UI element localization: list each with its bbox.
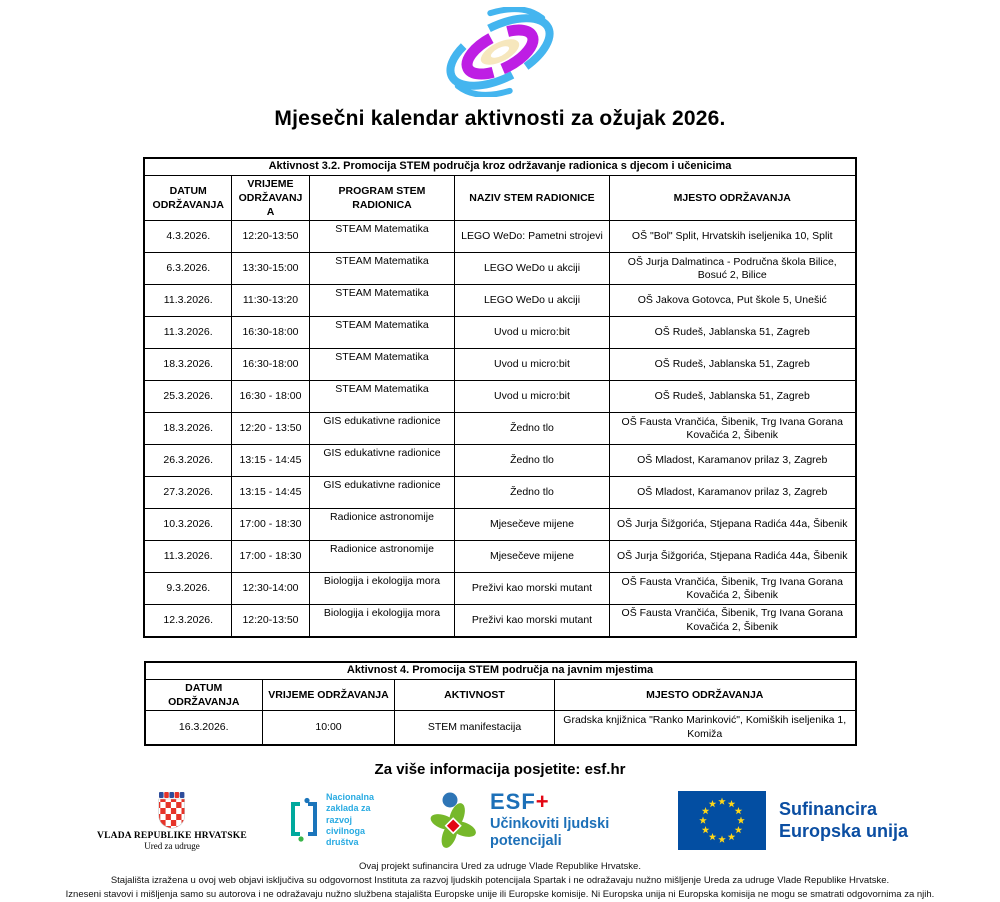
table-cell: GIS edukativne radionice [309, 445, 454, 477]
table-cell: Uvod u micro:bit [454, 381, 609, 413]
table-cell: OŠ "Bol" Split, Hrvatskih iseljenika 10, Split [609, 221, 855, 253]
table-cell: 25.3.2026. [144, 381, 231, 413]
table-caption-row [144, 158, 855, 175]
table-cell: 11.3.2026. [144, 541, 231, 573]
table-cell: Gradska knjižnica "Ranko Marinković", Komiških iseljenika 1, Komiža [555, 710, 856, 745]
table-cell: 12:30-14:00 [231, 573, 309, 605]
page-title: Mjesečni kalendar aktivnosti za ožujak 2026. [274, 107, 726, 130]
column-header: DATUM ODRŽAVANJA [144, 175, 231, 221]
table-cell: Žedno tlo [454, 413, 609, 445]
esf-plus-logo [426, 791, 642, 849]
disclaimer-line: Stajališta izražena u ovoj web objavi isključiva su odgovornost Instituta za razvoj ljudskih potencijala Spartak i ne odražavaju nužno mišljenje Ureda za udruge Vlade Republike Hrvatske. [110, 875, 890, 887]
table-row [144, 605, 855, 637]
disclaimer-line: Ovaj projekt sufinancira Ured za udruge Vlade Republike Hrvatske. [359, 861, 641, 873]
table-cell: Žedno tlo [454, 445, 609, 477]
table-row [144, 477, 855, 509]
table-row [145, 710, 856, 745]
table-cell: 6.3.2026. [144, 253, 231, 285]
table-row [144, 317, 855, 349]
table-cell: 13:30-15:00 [231, 253, 309, 285]
partner-logos-row [0, 787, 1000, 853]
table-cell: 27.3.2026. [144, 477, 231, 509]
table-cell: 16.3.2026. [145, 710, 263, 745]
eu-flag-icon [678, 791, 766, 850]
table-cell: LEGO WeDo u akciji [454, 253, 609, 285]
column-header: VRIJEME ODRŽAVANJA [263, 679, 395, 710]
table-cell: OŠ Jakova Gotovca, Put škole 5, Unešić [609, 285, 855, 317]
table-cell: STEAM Matematika [309, 221, 454, 253]
table-cell: 9.3.2026. [144, 573, 231, 605]
nacionalna-zaklada-logo [288, 792, 390, 848]
table-cell: OŠ Jurja Dalmatinca - Područna škola Bilice, Bosuć 2, Bilice [609, 253, 855, 285]
table-row [144, 541, 855, 573]
table-cell: OŠ Fausta Vrančića, Šibenik, Trg Ivana Gorana Kovačića 2, Šibenik [609, 573, 855, 605]
table-cell: 11.3.2026. [144, 285, 231, 317]
table-cell: 16:30 - 18:00 [231, 381, 309, 413]
table-cell: OŠ Mladost, Karamanov prilaz 3, Zagreb [609, 477, 855, 509]
table-cell: Preživi kao morski mutant [454, 605, 609, 637]
disclaimer-block [0, 860, 1000, 901]
table-cell: OŠ Fausta Vrančića, Šibenik, Trg Ivana Gorana Kovačića 2, Šibenik [609, 605, 855, 637]
eu-line1: Sufinancira [778, 798, 877, 819]
header-logo-wrap [0, 0, 1000, 97]
esf-plus-sign: + [535, 789, 550, 815]
table-caption-row [145, 662, 856, 679]
vlada-rh-logo [92, 790, 252, 851]
table-cell: 11:30-13:20 [231, 285, 309, 317]
table-row [144, 253, 855, 285]
vlada-line1: VLADA REPUBLIKE HRVATSKE [97, 830, 247, 841]
table-cell: OŠ Rudeš, Jablanska 51, Zagreb [609, 317, 855, 349]
eu-cofunding-logo [678, 791, 908, 850]
activities-table-public [144, 661, 857, 747]
table-cell: OŠ Jurja Šižgorića, Stjepana Radića 44a, Šibenik [609, 541, 855, 573]
table-row [144, 221, 855, 253]
table-cell: 12.3.2026. [144, 605, 231, 637]
table-cell: Uvod u micro:bit [454, 349, 609, 381]
table-cell: STEAM Matematika [309, 253, 454, 285]
table-cell: Mjesečeve mijene [454, 541, 609, 573]
table-cell: OŠ Jurja Šižgorića, Stjepana Radića 44a, Šibenik [609, 509, 855, 541]
table-cell: 17:00 - 18:30 [231, 509, 309, 541]
table-cell: 13:15 - 14:45 [231, 477, 309, 509]
table-cell: OŠ Rudeš, Jablanska 51, Zagreb [609, 349, 855, 381]
table-cell: LEGO WeDo u akciji [454, 285, 609, 317]
table-cell: 16:30-18:00 [231, 317, 309, 349]
eu-line2: Europska unija [778, 821, 909, 842]
table-row [144, 445, 855, 477]
croatian-coat-of-arms-icon [155, 790, 189, 830]
table-cell: OŠ Rudeš, Jablanska 51, Zagreb [609, 381, 855, 413]
vlada-line2: Ured za udruge [144, 840, 200, 851]
esf-subtitle: Učinkoviti ljudski potencijali [489, 816, 610, 849]
spiral-galaxy-icon [433, 7, 568, 97]
column-header: MJESTO ODRŽAVANJA [609, 175, 855, 221]
table-cell: 12:20-13:50 [231, 605, 309, 637]
table-cell: 13:15 - 14:45 [231, 445, 309, 477]
table-caption: Aktivnost 3.2. Promocija STEM područja kroz održavanje radionica s djecom i učenicima [144, 158, 855, 175]
table-row [144, 349, 855, 381]
table-cell: LEGO WeDo: Pametni strojevi [454, 221, 609, 253]
table-cell: STEM manifestacija [395, 710, 555, 745]
esf-acronym [490, 791, 642, 813]
column-header: MJESTO ODRŽAVANJA [555, 679, 856, 710]
column-header: NAZIV STEM RADIONICE [454, 175, 609, 221]
table-cell: STEAM Matematika [309, 317, 454, 349]
table-cell: STEAM Matematika [309, 381, 454, 413]
table-cell: Mjesečeve mijene [454, 509, 609, 541]
table-cell: OŠ Fausta Vrančića, Šibenik, Trg Ivana Gorana Kovačića 2, Šibenik [609, 413, 855, 445]
table-cell: Žedno tlo [454, 477, 609, 509]
table-cell: 10:00 [263, 710, 395, 745]
disclaimer-line: Izneseni stavovi i mišljenja samo su autorova i ne odražavaju nužno službena stajališta Europske unije ili Europske komisije. Ni Europska unija ni Europska komisija ne mogu se smatrati odgovornima za njih. [65, 888, 935, 900]
eu-label [779, 798, 908, 843]
table-row [144, 509, 855, 541]
table-row [144, 413, 855, 445]
zaklada-label: Nacionalna zaklada za razvoj civilnoga društva [325, 792, 374, 848]
table-cell: 12:20 - 13:50 [231, 413, 309, 445]
table-cell: 17:00 - 18:30 [231, 541, 309, 573]
table-cell: OŠ Mladost, Karamanov prilaz 3, Zagreb [609, 445, 855, 477]
table-cell: 12:20-13:50 [231, 221, 309, 253]
table-cell: Radionice astronomije [309, 509, 454, 541]
brackets-icon [288, 797, 320, 843]
table-row [144, 381, 855, 413]
table-header-row [144, 175, 855, 221]
table-cell: Biologija i ekologija mora [309, 605, 454, 637]
esf-acronym-text: ESF [489, 789, 536, 815]
column-header: DATUM ODRŽAVANJA [145, 679, 263, 710]
table-cell: 16:30-18:00 [231, 349, 309, 381]
table-cell: 4.3.2026. [144, 221, 231, 253]
column-header: AKTIVNOST [395, 679, 555, 710]
table-row [144, 285, 855, 317]
activities-table-workshops [143, 157, 856, 638]
table-cell: STEAM Matematika [309, 285, 454, 317]
table-cell: Radionice astronomije [309, 541, 454, 573]
esf-flower-icon [426, 791, 482, 849]
column-header: VRIJEME ODRŽAVANJA [231, 175, 309, 221]
table-cell: 10.3.2026. [144, 509, 231, 541]
column-header: PROGRAM STEM RADIONICA [309, 175, 454, 221]
table-cell: 18.3.2026. [144, 413, 231, 445]
table-caption: Aktivnost 4. Promocija STEM područja na javnim mjestima [145, 662, 856, 679]
table-cell: STEAM Matematika [309, 349, 454, 381]
table-cell: GIS edukativne radionice [309, 477, 454, 509]
table-cell: 26.3.2026. [144, 445, 231, 477]
table-cell: Uvod u micro:bit [454, 317, 609, 349]
table-row [144, 573, 855, 605]
table-cell: GIS edukativne radionice [309, 413, 454, 445]
table-cell: 18.3.2026. [144, 349, 231, 381]
table-cell: Preživi kao morski mutant [454, 573, 609, 605]
table-cell: 11.3.2026. [144, 317, 231, 349]
table-cell: Biologija i ekologija mora [309, 573, 454, 605]
more-info-line: Za više informacija posjetite: esf.hr [374, 761, 626, 779]
table-header-row [145, 679, 856, 710]
